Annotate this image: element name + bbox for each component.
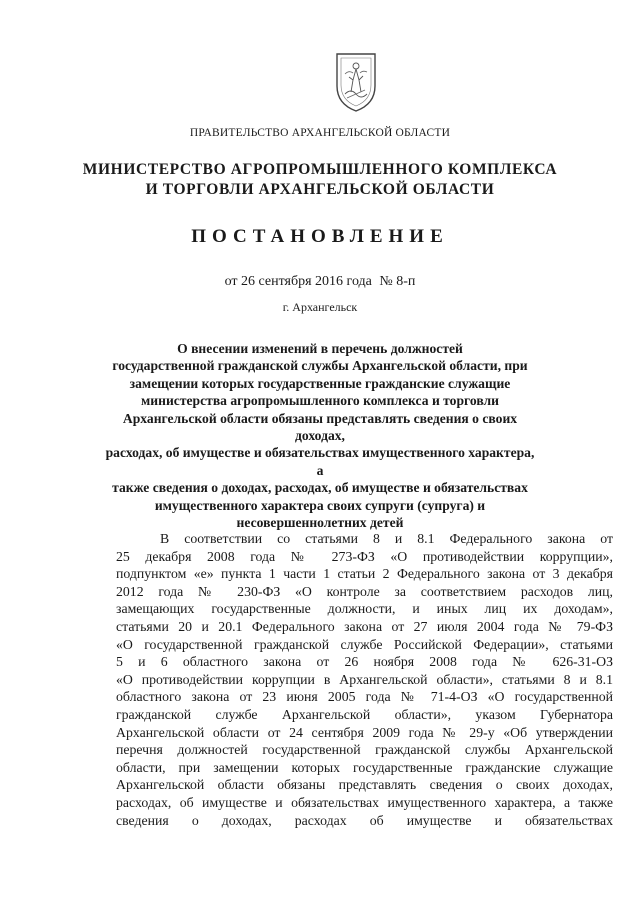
- body-line: областного закона от 23 июня 2005 года № 71-4-ОЗ «О государственной: [116, 689, 613, 705]
- body-line: 2012 года № 230-ФЗ «О контроле за соответствием расходов лиц,: [116, 583, 613, 599]
- body-line: «О противодействии коррупции в Архангельской области», статьями 8 и 8.1: [116, 671, 613, 687]
- body-line: подпунктом «е» пункта 1 части 1 статьи 2 Федерального закона от 3 декабря: [116, 566, 613, 582]
- body-line: «О государственной гражданской службе Российской Федерации», статьями: [116, 636, 613, 652]
- ministry-title: [0, 160, 640, 200]
- body-line: сведения о доходах, расходах об имуществе и обязательствах: [116, 812, 613, 828]
- document-type: ПОСТАНОВЛЕНИЕ: [191, 226, 449, 247]
- body-line: статьями 20 и 20.1 Федерального закона от 27 июля 2004 года № 79-ФЗ: [116, 618, 613, 634]
- body-line: расходах, об имуществе и обязательствах имущественного характера, а также: [116, 794, 613, 810]
- document-date-number: [0, 274, 640, 290]
- subject-line: Архангельской области обязаны представлять сведения о своих доходах,: [122, 410, 518, 444]
- body-line: В соответствии со статьями 8 и 8.1 Федерального закона от: [160, 531, 613, 546]
- subject-line: имущественного характера своих супруги (супруга) и: [154, 497, 486, 513]
- body-line: перечня должностей государственной гражданской службы Архангельской: [116, 742, 613, 758]
- subject-line: несовершеннолетних детей: [236, 515, 404, 531]
- body-line: области, при замещении которых государственные гражданские служащие: [116, 759, 613, 775]
- body-line: 25 декабря 2008 года № 273-ФЗ «О противодействии коррупции»,: [116, 548, 613, 564]
- body-line: Архангельской области обязаны представлять сведения о своих доходах,: [116, 777, 613, 793]
- document-body: [116, 530, 613, 829]
- body-line: гражданской службе Архангельской области», указом Губернатора: [116, 706, 613, 722]
- subject-line: министерства агропромышленного комплекса и торговли: [141, 393, 499, 409]
- subject-line: О внесении изменений в перечень должностей: [177, 341, 463, 356]
- ministry-title-line: МИНИСТЕРСТВО АГРОПРОМЫШЛЕННОГО КОМПЛЕКСА: [82, 161, 558, 178]
- subject-line: также сведения о доходах, расходах, об имуществе и обязательствах: [112, 480, 528, 496]
- document-subject: [104, 340, 536, 531]
- ministry-title-line: И ТОРГОВЛИ АРХАНГЕЛЬСКОЙ ОБЛАСТИ: [145, 181, 495, 198]
- body-line: Архангельской области от 24 сентября 2009 года № 29-у «Об утверждении: [116, 724, 613, 740]
- body-line: замещающих государственные должности, и иных лиц их доходам»,: [116, 601, 613, 617]
- government-title: ПРАВИТЕЛЬСТВО АРХАНГЕЛЬСКОЙ ОБЛАСТИ: [189, 127, 451, 139]
- document-date: от 26 сентября 2016 года: [224, 274, 372, 289]
- document-city: г. Архангельск: [282, 300, 358, 314]
- document-number: № 8-п: [379, 274, 416, 289]
- subject-line: государственной гражданской службы Архангельской области, при: [112, 358, 528, 374]
- coat-of-arms-icon: [331, 50, 381, 114]
- body-line: 5 и 6 областного закона от 26 ноября 2008 года № 626-31-ОЗ: [116, 654, 613, 670]
- subject-line: замещении которых государственные гражданские служащие: [129, 375, 511, 391]
- subject-line: расходах, об имуществе и обязательствах имущественного характера, а: [105, 445, 535, 478]
